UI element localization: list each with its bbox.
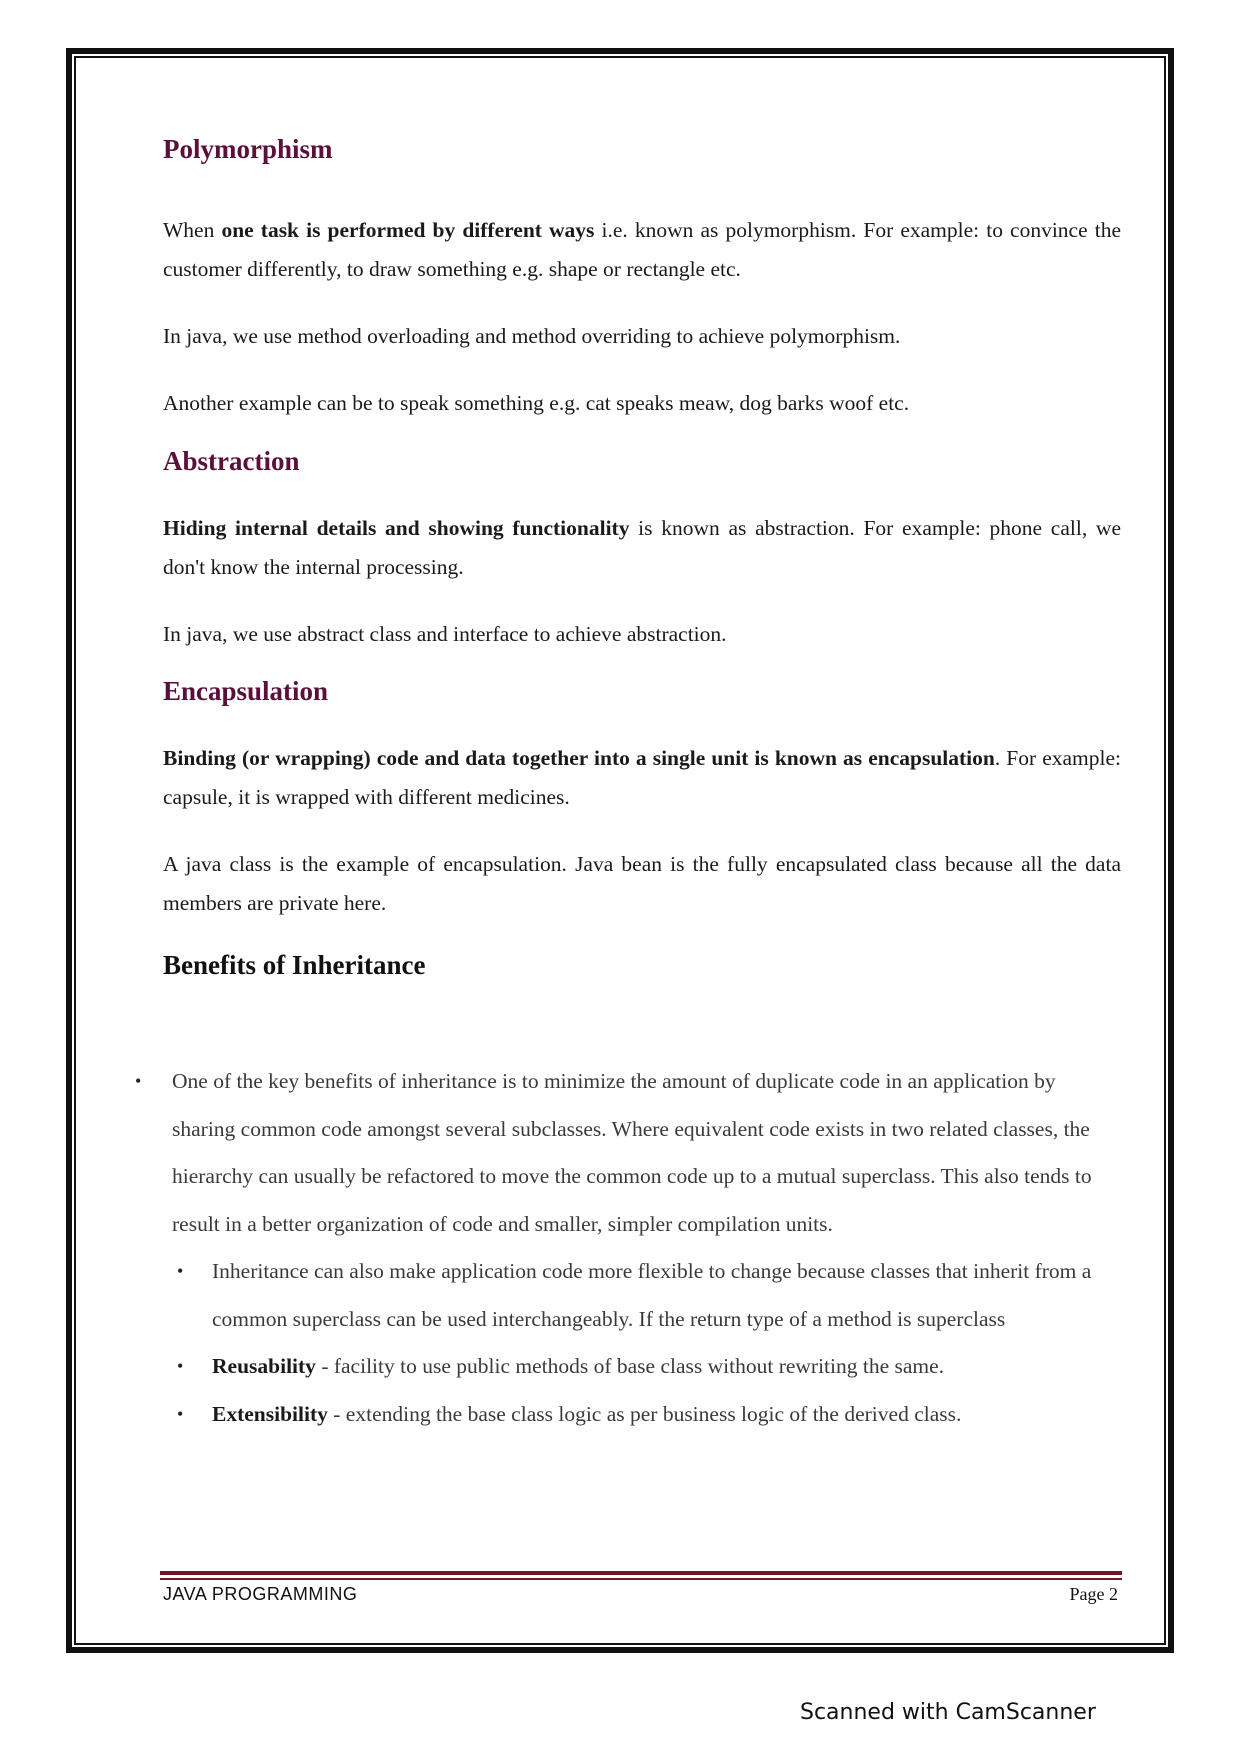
footer-divider — [160, 1571, 1122, 1575]
abstraction-paragraph-2: In java, we use abstract class and interface to achieve abstraction. — [163, 621, 727, 646]
text-segment: is known as abstraction. For example: phone call, we don't know the internal processing. — [163, 515, 1121, 579]
footer-title: JAVA PROGRAMMING — [163, 1584, 358, 1604]
footer-divider-thin — [160, 1578, 1122, 1580]
bold-phrase: Reusability — [212, 1354, 316, 1378]
bold-phrase: Binding (or wrapping) code and data together into a single unit is known as encapsulation — [163, 746, 995, 771]
heading-polymorphism: Polymorphism — [163, 134, 333, 164]
encapsulation-paragraph-2: A java class is the example of encapsulation. Java bean is the fully encapsulated class because all the data members are private here. — [163, 852, 1121, 916]
bold-phrase: Extensibility — [212, 1401, 328, 1426]
bullet-icon: • — [177, 1403, 184, 1424]
polymorphism-paragraph-2: In java, we use method overloading and method overriding to achieve polymorphism. — [163, 324, 901, 349]
text-segment: When — [163, 218, 222, 243]
abstraction-paragraph-1 — [163, 509, 1121, 587]
list-item — [133, 1343, 1093, 1391]
heading-encapsulation: Encapsulation — [163, 675, 329, 706]
list-item — [133, 1058, 1093, 1248]
list-item-text: Inheritance can also make application code more flexible to change because classes that inherit from a common superclass can be used interchangeably. If the return type of a method is superclass — [212, 1259, 1092, 1331]
list-item — [133, 1391, 1093, 1439]
heading-abstraction: Abstraction — [163, 446, 300, 477]
list-item-text: One of the key benefits of inheritance is to minimize the amount of duplicate code in an application by sharing common code amongst several subclasses. Where equivalent code exists in two related classes, the hierarchy can usually be refactored to move the common code up to a mutual superclass. This also tends to result in a better organization of code and smaller, simpler compilation units. — [172, 1069, 1092, 1236]
bullet-icon: • — [135, 1071, 142, 1091]
page-number: Page 2 — [1069, 1584, 1118, 1604]
bold-phrase: one task is performed by different ways — [221, 218, 595, 243]
heading-benefits-of-inheritance: Benefits of Inheritance — [163, 950, 426, 981]
text-segment: i.e. known as polymorphism. For example: to convince the customer differently, to draw something e.g. shape or rectangle etc. — [163, 218, 1121, 282]
bold-phrase: Hiding internal details and showing functionality — [163, 515, 630, 540]
encapsulation-paragraph-1 — [163, 739, 1121, 817]
bullet-icon: • — [177, 1261, 184, 1281]
scanner-watermark: Scanned with CamScanner — [800, 1700, 1096, 1725]
page-content — [163, 128, 1121, 982]
list-item-text: - facility to use public methods of base class without rewriting the same. — [315, 1354, 945, 1378]
list-item-text: - extending the base class logic as per business logic of the derived class. — [327, 1401, 962, 1426]
list-item — [133, 1248, 1093, 1343]
benefits-list — [133, 1058, 1093, 1438]
text-segment: . For example: capsule, it is wrapped with different medicines. — [163, 746, 1121, 810]
bullet-icon: • — [177, 1356, 184, 1376]
polymorphism-paragraph-1 — [163, 211, 1121, 289]
polymorphism-paragraph-3: Another example can be to speak something e.g. cat speaks meaw, dog barks woof etc. — [163, 391, 910, 416]
